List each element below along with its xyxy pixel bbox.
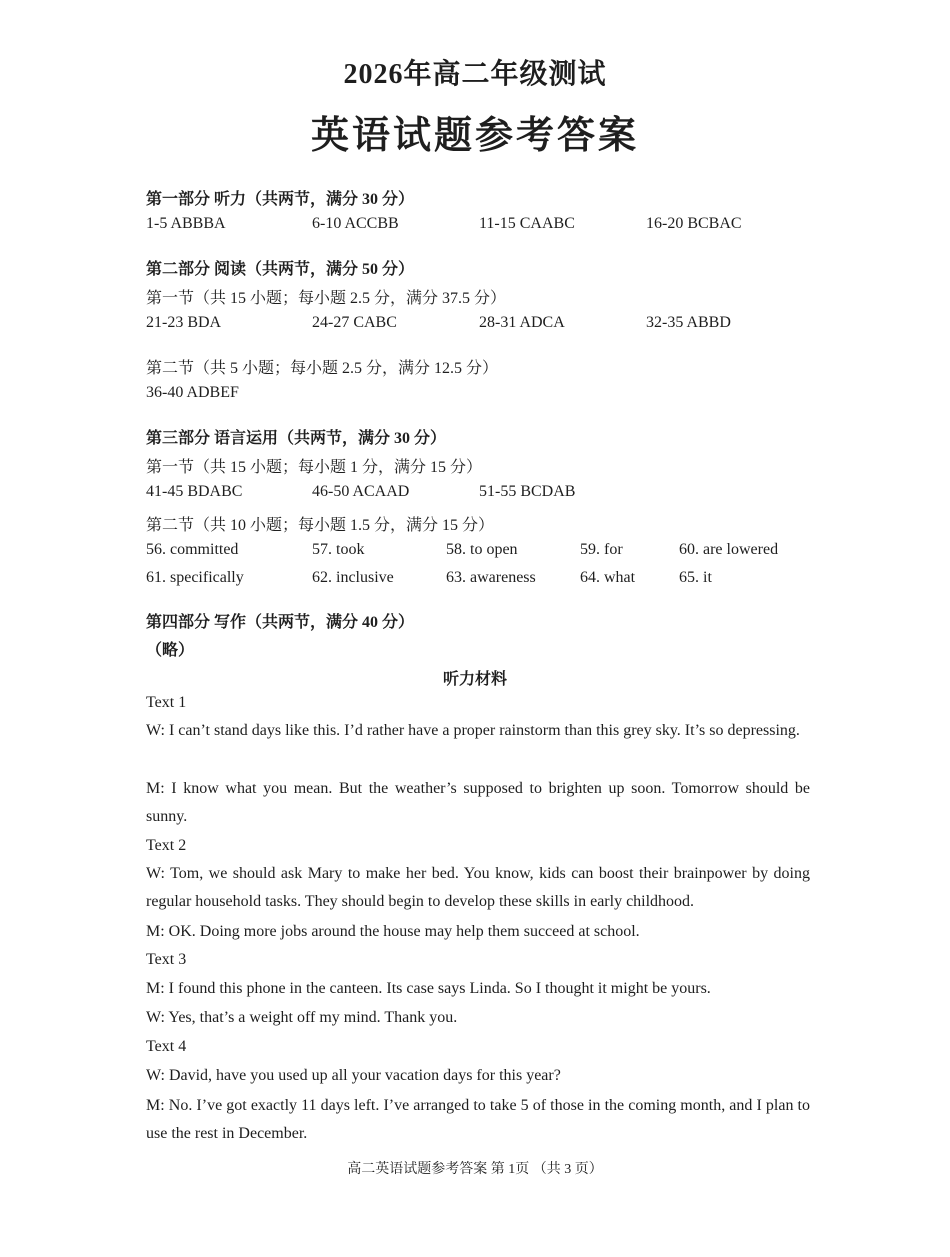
dialogue-line: M: I found this phone in the canteen. Its case says Linda. So I thought it might be yours. [146,980,711,997]
listening-heading: 听力材料 [442,671,507,688]
answer-item: 63. awareness [446,569,536,586]
part3-section2-heading: 第二节（共 10 小题；每小题 1.5 分，满分 15 分） [146,517,495,534]
answer-group: 1-5 ABBBA [146,215,226,232]
part4-heading: 第四部分 写作（共两节，满分 40 分） [146,614,415,631]
exam-title: 2026年高二年级测试 [343,59,607,90]
part3-heading: 第三部分 语言运用（共两节，满分 30 分） [146,430,447,447]
part2-heading: 第二部分 阅读（共两节，满分 50 分） [146,261,415,278]
page-footer: 高二英语试题参考答案 第 1页 （共 3 页） [347,1162,603,1177]
part3-section1-heading: 第一节（共 15 小题；每小题 1 分，满分 15 分） [146,459,483,476]
dialogue-line: W: I can’t stand days like this. I’d rather have a proper rainstorm than this grey sky. It’s so depressing. [146,722,800,739]
dialogue-line: W: Tom, we should ask Mary to make her bed. You know, kids can boost their brainpower by doing regular household tasks. They should begin to develop these skills in early childhood. [146,865,810,910]
answer-item: 56. committed [146,541,239,558]
dialogue-line: W: Yes, that’s a weight off my mind. Thank you. [146,1009,458,1026]
answer-group: 32-35 ABBD [646,314,731,331]
answer-item: 59. for [580,541,623,558]
answer-group: 16-20 BCBAC [646,215,742,232]
dialogue-line: M: OK. Doing more jobs around the house may help them succeed at school. [146,923,640,940]
answer-group: 11-15 CAABC [479,215,575,232]
text-label: Text 2 [146,837,187,854]
answer-item: 57. took [312,541,365,558]
answer-item: 61. specifically [146,569,244,586]
dialogue-line: W: David, have you used up all your vacation days for this year? [146,1067,561,1084]
answer-item: 58. to open [446,541,518,558]
answer-item: 64. what [580,569,636,586]
answer-group: 21-23 BDA [146,314,222,331]
dialogue-line: M: No. I’ve got exactly 11 days left. I’ve arranged to take 5 of those in the coming month, and I plan to use the rest in December. [146,1097,810,1142]
part2-section2-heading: 第二节（共 5 小题；每小题 2.5 分，满分 12.5 分） [146,360,499,377]
part1-heading: 第一部分 听力（共两节，满分 30 分） [146,191,415,208]
answer-group: 36-40 ADBEF [146,384,239,401]
text-label: Text 3 [146,951,187,968]
text-label: Text 4 [146,1038,187,1055]
part2-section1-heading: 第一节（共 15 小题；每小题 2.5 分，满分 37.5 分） [146,290,507,307]
answer-group: 41-45 BDABC [146,483,243,500]
answer-group: 46-50 ACAAD [312,483,410,500]
document-title: 英语试题参考答案 [310,115,639,157]
answer-group: 24-27 CABC [312,314,397,331]
part4-note: （略） [146,642,195,659]
text-label: Text 1 [146,694,187,711]
answer-group: 28-31 ADCA [479,314,565,331]
answer-item: 62. inclusive [312,569,394,586]
answer-item: 60. are lowered [679,541,779,558]
dialogue-line: M: I know what you mean. But the weather’s supposed to brighten up soon. Tomorrow should be sunny. [146,780,810,825]
answer-group: 6-10 ACCBB [312,215,399,232]
answer-group: 51-55 BCDAB [479,483,576,500]
answer-item: 65. it [679,569,712,586]
